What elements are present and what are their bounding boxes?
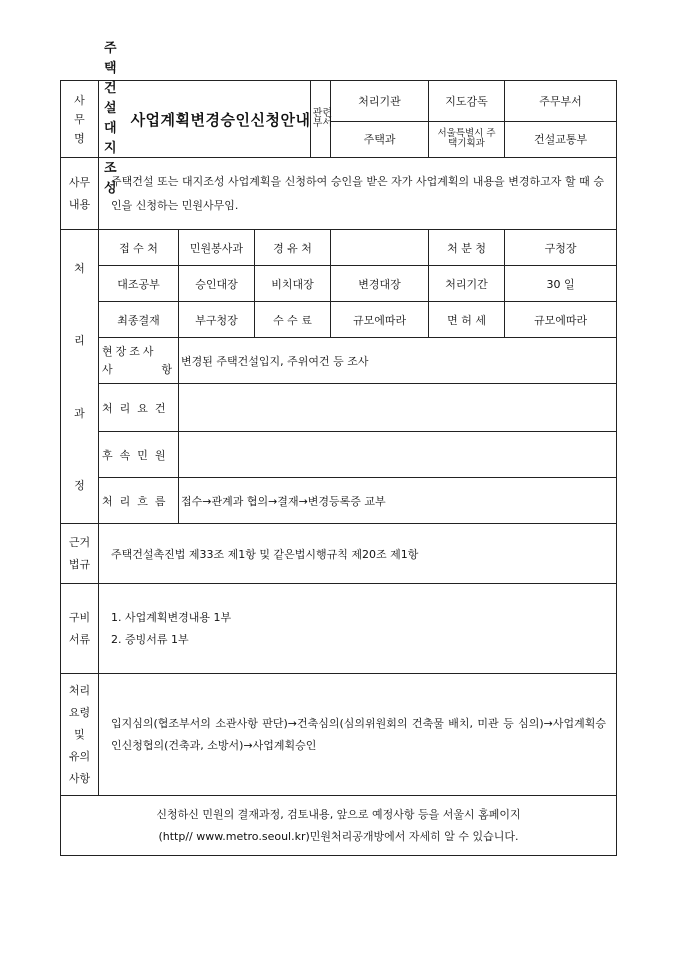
main-dept-value: 건설교통부 <box>505 121 617 157</box>
flow-value: 접수→관계과 협의→결재→변경등록증 교부 <box>179 478 617 524</box>
grid-value-license-tax: 규모에따라 <box>505 302 617 338</box>
grid-value-kept-ledger: 변경대장 <box>331 266 429 302</box>
col-header-agency: 처리기관 <box>331 81 429 122</box>
grid-label-via: 경 유 처 <box>255 230 331 266</box>
document-item: 2. 증빙서류 1부 <box>111 632 189 646</box>
category-line1: 주택건설 <box>104 41 117 116</box>
law-label-cell <box>61 524 99 584</box>
grid-label-kept-ledger: 비치대장 <box>255 266 331 302</box>
survey-label-top: 현장조사 <box>102 344 157 358</box>
grid-value-ledger-check: 승인대장 <box>179 266 255 302</box>
content-label-cell <box>61 158 99 230</box>
law-text: 주택건설촉진법 제33조 제1항 및 같은법시행규칙 제20조 제1항 <box>99 524 617 584</box>
process-label-char: 리 <box>74 334 85 348</box>
requirements-value <box>179 384 617 432</box>
process-label-char: 과 <box>74 406 85 420</box>
notes-label-line: 유의 <box>68 749 91 763</box>
footer-line: (http// www.metro.seoul.kr)민원처리공개방에서 자세히 알 수 있습니다. <box>158 829 519 843</box>
law-label-line: 법규 <box>68 557 91 571</box>
grid-value-period: 30 일 <box>505 266 617 302</box>
grid-label-license-tax: 면 허 세 <box>429 302 505 338</box>
grid-value-via <box>331 230 429 266</box>
agency-value: 주택과 <box>331 121 429 157</box>
survey-label-cell <box>99 338 179 384</box>
col-header-supervision: 지도감독 <box>429 81 505 122</box>
guide-table <box>60 41 617 856</box>
notes-label-line: 사항 <box>68 771 91 785</box>
notes-label-line: 및 <box>74 727 85 741</box>
supervision-value: 서울특별시 주택기획과 <box>429 121 505 157</box>
category-line2: 대지조성 <box>104 121 117 196</box>
process-label-char: 처 <box>74 261 85 275</box>
grid-label-period: 처리기간 <box>429 266 505 302</box>
footer-cell <box>61 796 617 856</box>
grid-value-intake: 민원봉사과 <box>179 230 255 266</box>
category-label-char: 사 <box>74 93 85 107</box>
followup-label: 후속민원 <box>99 432 179 478</box>
grid-value-final-approval: 부구청장 <box>179 302 255 338</box>
documents-list <box>99 584 617 674</box>
law-label-line: 근거 <box>68 535 91 549</box>
grid-value-fee: 규모에따라 <box>331 302 429 338</box>
survey-label-char: 항 <box>161 362 172 376</box>
related-dept-label: 관련부서 <box>312 108 333 129</box>
notes-text: 입지심의(협조부서의 소관사항 판단)→건축심의(심의위원회의 건축물 배치, 미관 등 심의)→사업계획승인신청협의(건축과, 소방서)→사업계획승인 <box>99 674 617 796</box>
notes-label-line: 처리 <box>68 683 91 697</box>
grid-label-fee: 수 수 료 <box>255 302 331 338</box>
grid-label-intake: 접 수 처 <box>99 230 179 266</box>
flow-label: 처리흐름 <box>99 478 179 524</box>
documents-label-line: 구비 <box>68 610 91 624</box>
requirements-label: 처리요건 <box>99 384 179 432</box>
followup-value <box>179 432 617 478</box>
grid-label-final-approval: 최종결재 <box>99 302 179 338</box>
grid-value-authority: 구청장 <box>505 230 617 266</box>
col-header-main-dept: 주무부서 <box>505 81 617 122</box>
notes-label-line: 요령 <box>68 705 91 719</box>
content-text: 주택건설 또는 대지조성 사업계획을 신청하여 승인을 받은 자가 사업계획의 내용을 변경하고자 할 때 승인을 신청하는 민원사무임. <box>99 158 617 230</box>
survey-label-char: 사 <box>102 362 113 376</box>
documents-label-cell <box>61 584 99 674</box>
category-label-char: 무 <box>74 112 85 126</box>
category-label-cell <box>61 81 99 158</box>
process-label-cell <box>61 230 99 524</box>
page-title: 사업계획변경승인신청안내 <box>130 110 311 129</box>
documents-label-line: 서류 <box>68 632 91 646</box>
grid-label-ledger-check: 대조공부 <box>99 266 179 302</box>
footer-line: 신청하신 민원의 결재과정, 검토내용, 앞으로 예정사항 등을 서울시 홈페이지 <box>156 807 521 821</box>
content-label-line: 내용 <box>68 197 91 211</box>
notes-label-cell <box>61 674 99 796</box>
document-item: 1. 사업계획변경내용 1부 <box>111 610 232 624</box>
content-label-line: 사무 <box>68 175 91 189</box>
survey-value: 변경된 주택건설입지, 주위여건 등 조사 <box>179 338 617 384</box>
category-label-char: 명 <box>74 132 85 146</box>
civil-service-guide-form <box>60 41 616 856</box>
grid-label-authority: 처 분 청 <box>429 230 505 266</box>
process-label-char: 정 <box>74 479 85 493</box>
title-cell <box>99 41 333 196</box>
